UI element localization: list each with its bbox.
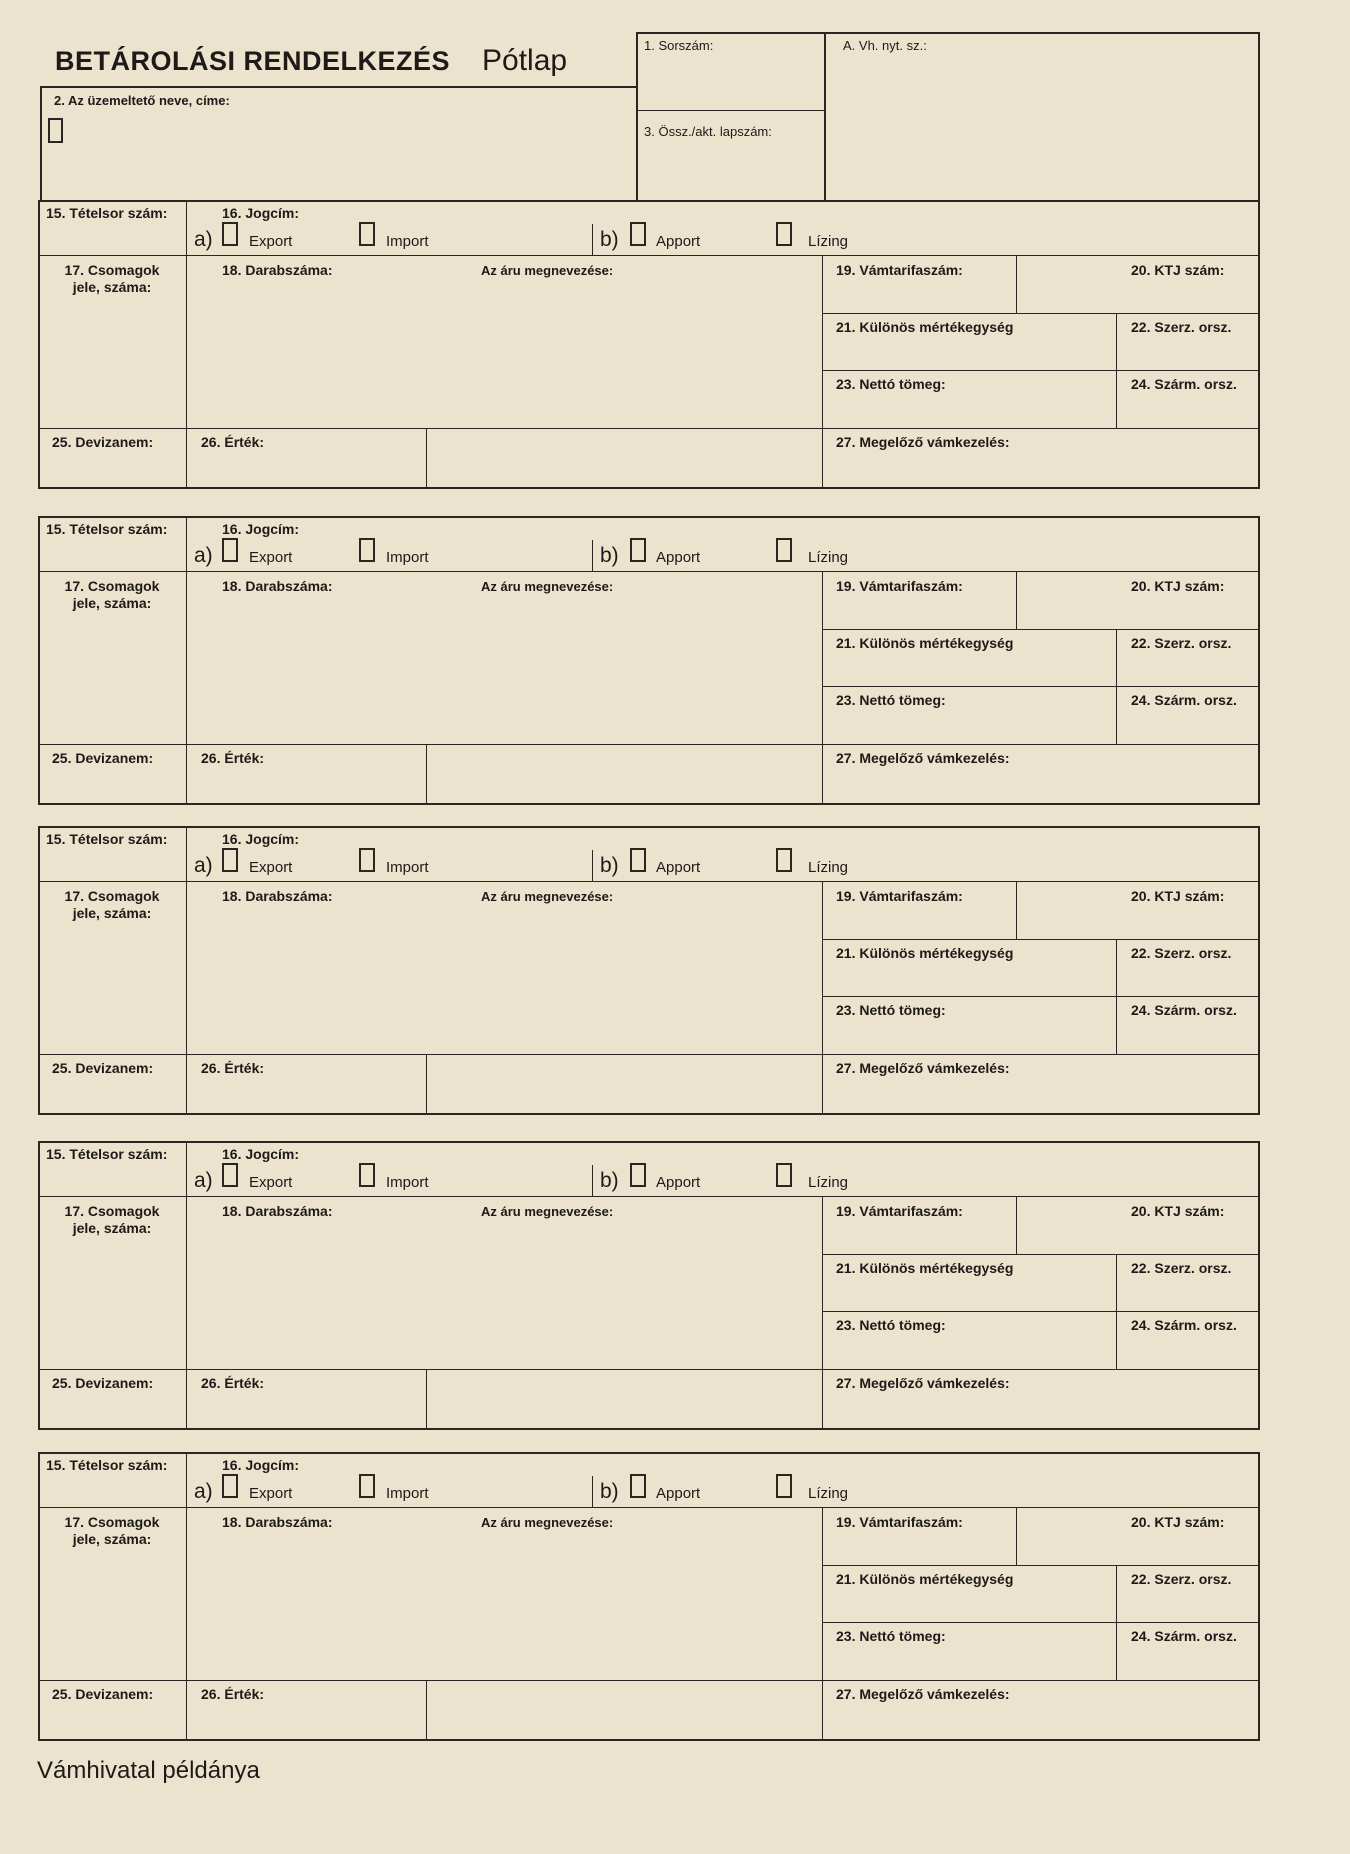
value-label: 26. Érték: xyxy=(201,1686,265,1702)
option-a-label: a) xyxy=(194,228,213,251)
col-divider xyxy=(592,540,593,571)
apport-label: Apport xyxy=(656,859,701,876)
col-divider xyxy=(186,200,187,489)
export-label: Export xyxy=(249,859,293,876)
row-divider xyxy=(822,939,1260,940)
leasing-label: Lízing xyxy=(808,549,849,566)
contract-country-label: 22. Szerz. orsz. xyxy=(1131,319,1232,335)
quantity-label: 18. Darabszáma: xyxy=(222,262,333,278)
value-label: 26. Érték: xyxy=(201,1375,265,1391)
packages-label xyxy=(44,888,180,922)
option-b-label: b) xyxy=(600,854,619,877)
packages-label-line2: jele, száma: xyxy=(72,595,152,611)
customs-ref-label: A. Vh. nyt. sz.: xyxy=(843,38,927,53)
col-divider xyxy=(1116,629,1117,744)
currency-label: 25. Devizanem: xyxy=(52,750,154,766)
option-b-label: b) xyxy=(600,1480,619,1503)
import-label: Import xyxy=(386,549,429,566)
option-a-label: a) xyxy=(194,1480,213,1503)
currency-label: 25. Devizanem: xyxy=(52,1060,154,1076)
col-divider xyxy=(426,428,427,489)
row-divider xyxy=(822,1254,1260,1255)
ktj-number-label: 20. KTJ szám: xyxy=(1131,1514,1225,1530)
leasing-label: Lízing xyxy=(808,1174,849,1191)
row-divider xyxy=(38,255,1260,256)
row-divider xyxy=(822,686,1260,687)
goods-description-label: Az áru megnevezése: xyxy=(481,579,614,594)
row-divider xyxy=(822,744,1260,745)
serial-divider xyxy=(636,110,826,111)
col-divider xyxy=(1116,313,1117,428)
row-divider xyxy=(822,370,1260,371)
col-divider xyxy=(186,826,187,1115)
previous-procedure-label: 27. Megelőző vámkezelés: xyxy=(836,1686,1010,1702)
import-label: Import xyxy=(386,1174,429,1191)
copy-designation: Vámhivatal példánya xyxy=(37,1757,260,1784)
packages-label-line2: jele, száma: xyxy=(72,1220,152,1236)
legal-basis-label: 16. Jogcím: xyxy=(222,205,300,221)
export-checkbox[interactable] xyxy=(222,222,238,246)
special-unit-label: 21. Különös mértékegység xyxy=(836,319,1014,335)
sheet-count-label: 3. Össz./akt. lapszám: xyxy=(644,124,772,139)
row-divider xyxy=(822,428,1260,429)
ktj-number-label: 20. KTJ szám: xyxy=(1131,888,1225,904)
operator-checkbox[interactable] xyxy=(48,118,63,143)
apport-checkbox[interactable] xyxy=(630,848,646,872)
col-divider xyxy=(822,1507,823,1741)
apport-checkbox[interactable] xyxy=(630,222,646,246)
row-divider xyxy=(38,881,1260,882)
ktj-number-label: 20. KTJ szám: xyxy=(1131,262,1225,278)
line-number-label: 15. Tételsor szám: xyxy=(46,1457,168,1473)
origin-country-label: 24. Szárm. orsz. xyxy=(1131,692,1237,708)
import-checkbox[interactable] xyxy=(359,222,375,246)
apport-checkbox[interactable] xyxy=(630,1474,646,1498)
row-divider xyxy=(822,1680,1260,1681)
special-unit-label: 21. Különös mértékegység xyxy=(836,635,1014,651)
packages-label-line1: 17. Csomagok xyxy=(64,888,160,904)
export-checkbox[interactable] xyxy=(222,1163,238,1187)
col-divider xyxy=(592,1476,593,1507)
special-unit-label: 21. Különös mértékegység xyxy=(836,1260,1014,1276)
tariff-number-label: 19. Vámtarifaszám: xyxy=(836,888,963,904)
import-label: Import xyxy=(386,233,429,250)
goods-description-label: Az áru megnevezése: xyxy=(481,1515,614,1530)
line-number-label: 15. Tételsor szám: xyxy=(46,521,168,537)
option-b-label: b) xyxy=(600,228,619,251)
option-b-label: b) xyxy=(600,544,619,567)
previous-procedure-label: 27. Megelőző vámkezelés: xyxy=(836,1375,1010,1391)
origin-country-label: 24. Szárm. orsz. xyxy=(1131,376,1237,392)
export-label: Export xyxy=(249,233,293,250)
contract-country-label: 22. Szerz. orsz. xyxy=(1131,945,1232,961)
tariff-number-label: 19. Vámtarifaszám: xyxy=(836,578,963,594)
import-label: Import xyxy=(386,1485,429,1502)
col-divider xyxy=(1116,1254,1117,1369)
option-a-label: a) xyxy=(194,544,213,567)
special-unit-label: 21. Különös mértékegység xyxy=(836,1571,1014,1587)
tariff-number-label: 19. Vámtarifaszám: xyxy=(836,1514,963,1530)
apport-checkbox[interactable] xyxy=(630,538,646,562)
quantity-label: 18. Darabszáma: xyxy=(222,1514,333,1530)
currency-label: 25. Devizanem: xyxy=(52,1686,154,1702)
row-divider xyxy=(38,1507,1260,1508)
export-label: Export xyxy=(249,1174,293,1191)
row-divider xyxy=(822,996,1260,997)
import-checkbox[interactable] xyxy=(359,538,375,562)
export-label: Export xyxy=(249,1485,293,1502)
export-checkbox[interactable] xyxy=(222,538,238,562)
currency-label: 25. Devizanem: xyxy=(52,1375,154,1391)
net-weight-label: 23. Nettó tömeg: xyxy=(836,1628,946,1644)
row-divider xyxy=(38,571,1260,572)
col-divider xyxy=(592,850,593,881)
col-divider xyxy=(1016,1196,1017,1254)
import-checkbox[interactable] xyxy=(359,1474,375,1498)
legal-basis-label: 16. Jogcím: xyxy=(222,831,300,847)
col-divider xyxy=(1016,881,1017,939)
packages-label xyxy=(44,262,180,296)
row-divider xyxy=(38,1196,1260,1197)
row-divider xyxy=(822,313,1260,314)
export-checkbox[interactable] xyxy=(222,848,238,872)
goods-description-label: Az áru megnevezése: xyxy=(481,1204,614,1219)
row-divider xyxy=(822,1369,1260,1370)
col-divider xyxy=(592,1165,593,1196)
goods-description-label: Az áru megnevezése: xyxy=(481,889,614,904)
leasing-label: Lízing xyxy=(808,1485,849,1502)
packages-label-line1: 17. Csomagok xyxy=(64,1514,160,1530)
import-label: Import xyxy=(386,859,429,876)
packages-label-line2: jele, száma: xyxy=(72,1531,152,1547)
packages-label-line1: 17. Csomagok xyxy=(64,262,160,278)
packages-label-line1: 17. Csomagok xyxy=(64,578,160,594)
col-divider xyxy=(186,1141,187,1430)
value-label: 26. Érték: xyxy=(201,434,265,450)
row-divider xyxy=(822,1054,1260,1055)
packages-label-line2: jele, száma: xyxy=(72,905,152,921)
origin-country-label: 24. Szárm. orsz. xyxy=(1131,1628,1237,1644)
row-divider xyxy=(822,1311,1260,1312)
col-divider xyxy=(426,1680,427,1741)
origin-country-label: 24. Szárm. orsz. xyxy=(1131,1002,1237,1018)
export-label: Export xyxy=(249,549,293,566)
ktj-number-label: 20. KTJ szám: xyxy=(1131,578,1225,594)
ktj-number-label: 20. KTJ szám: xyxy=(1131,1203,1225,1219)
apport-checkbox[interactable] xyxy=(630,1163,646,1187)
net-weight-label: 23. Nettó tömeg: xyxy=(836,376,946,392)
packages-label-line2: jele, száma: xyxy=(72,279,152,295)
packages-label xyxy=(44,1203,180,1237)
option-a-label: a) xyxy=(194,1169,213,1192)
quantity-label: 18. Darabszáma: xyxy=(222,578,333,594)
legal-basis-label: 16. Jogcím: xyxy=(222,521,300,537)
customs-ref-box[interactable] xyxy=(824,32,1260,202)
option-a-label: a) xyxy=(194,854,213,877)
leasing-checkbox[interactable] xyxy=(776,848,792,872)
packages-label-line1: 17. Csomagok xyxy=(64,1203,160,1219)
value-label: 26. Érték: xyxy=(201,1060,265,1076)
serial-label: 1. Sorszám: xyxy=(644,38,714,53)
serial-box[interactable] xyxy=(636,32,826,202)
col-divider xyxy=(822,255,823,489)
line-number-label: 15. Tételsor szám: xyxy=(46,205,168,221)
row-divider xyxy=(38,1054,824,1055)
import-checkbox[interactable] xyxy=(359,1163,375,1187)
net-weight-label: 23. Nettó tömeg: xyxy=(836,1317,946,1333)
origin-country-label: 24. Szárm. orsz. xyxy=(1131,1317,1237,1333)
import-checkbox[interactable] xyxy=(359,848,375,872)
net-weight-label: 23. Nettó tömeg: xyxy=(836,692,946,708)
tariff-number-label: 19. Vámtarifaszám: xyxy=(836,1203,963,1219)
legal-basis-label: 16. Jogcím: xyxy=(222,1457,300,1473)
legal-basis-label: 16. Jogcím: xyxy=(222,1146,300,1162)
row-divider xyxy=(822,1565,1260,1566)
apport-label: Apport xyxy=(656,1174,701,1191)
previous-procedure-label: 27. Megelőző vámkezelés: xyxy=(836,434,1010,450)
special-unit-label: 21. Különös mértékegység xyxy=(836,945,1014,961)
line-number-label: 15. Tételsor szám: xyxy=(46,1146,168,1162)
form-subtitle: Pótlap xyxy=(482,44,568,77)
leasing-checkbox[interactable] xyxy=(776,1474,792,1498)
row-divider xyxy=(822,629,1260,630)
col-divider xyxy=(822,571,823,805)
col-divider xyxy=(822,881,823,1115)
col-divider xyxy=(1116,939,1117,1054)
line-number-label: 15. Tételsor szám: xyxy=(46,831,168,847)
packages-label xyxy=(44,1514,180,1548)
apport-label: Apport xyxy=(656,549,701,566)
col-divider xyxy=(186,1452,187,1741)
leasing-checkbox[interactable] xyxy=(776,222,792,246)
contract-country-label: 22. Szerz. orsz. xyxy=(1131,635,1232,651)
quantity-label: 18. Darabszáma: xyxy=(222,888,333,904)
form-title: BETÁROLÁSI RENDELKEZÉS xyxy=(55,46,451,76)
apport-label: Apport xyxy=(656,233,701,250)
col-divider xyxy=(1116,1565,1117,1680)
row-divider xyxy=(38,1680,824,1681)
contract-country-label: 22. Szerz. orsz. xyxy=(1131,1260,1232,1276)
leasing-label: Lízing xyxy=(808,233,849,250)
col-divider xyxy=(1016,1507,1017,1565)
value-label: 26. Érték: xyxy=(201,750,265,766)
previous-procedure-label: 27. Megelőző vámkezelés: xyxy=(836,750,1010,766)
quantity-label: 18. Darabszáma: xyxy=(222,1203,333,1219)
leasing-checkbox[interactable] xyxy=(776,538,792,562)
col-divider xyxy=(822,1196,823,1430)
row-divider xyxy=(38,744,824,745)
net-weight-label: 23. Nettó tömeg: xyxy=(836,1002,946,1018)
col-divider xyxy=(426,1054,427,1115)
col-divider xyxy=(426,744,427,805)
col-divider xyxy=(592,224,593,255)
leasing-checkbox[interactable] xyxy=(776,1163,792,1187)
previous-procedure-label: 27. Megelőző vámkezelés: xyxy=(836,1060,1010,1076)
tariff-number-label: 19. Vámtarifaszám: xyxy=(836,262,963,278)
row-divider xyxy=(822,1622,1260,1623)
packages-label xyxy=(44,578,180,612)
currency-label: 25. Devizanem: xyxy=(52,434,154,450)
col-divider xyxy=(426,1369,427,1430)
apport-label: Apport xyxy=(656,1485,701,1502)
row-divider xyxy=(38,428,824,429)
leasing-label: Lízing xyxy=(808,859,849,876)
export-checkbox[interactable] xyxy=(222,1474,238,1498)
row-divider xyxy=(38,1369,824,1370)
option-b-label: b) xyxy=(600,1169,619,1192)
col-divider xyxy=(1016,571,1017,629)
contract-country-label: 22. Szerz. orsz. xyxy=(1131,1571,1232,1587)
col-divider xyxy=(186,516,187,805)
operator-label: 2. Az üzemeltető neve, címe: xyxy=(54,93,230,108)
goods-description-label: Az áru megnevezése: xyxy=(481,263,614,278)
col-divider xyxy=(1016,255,1017,313)
